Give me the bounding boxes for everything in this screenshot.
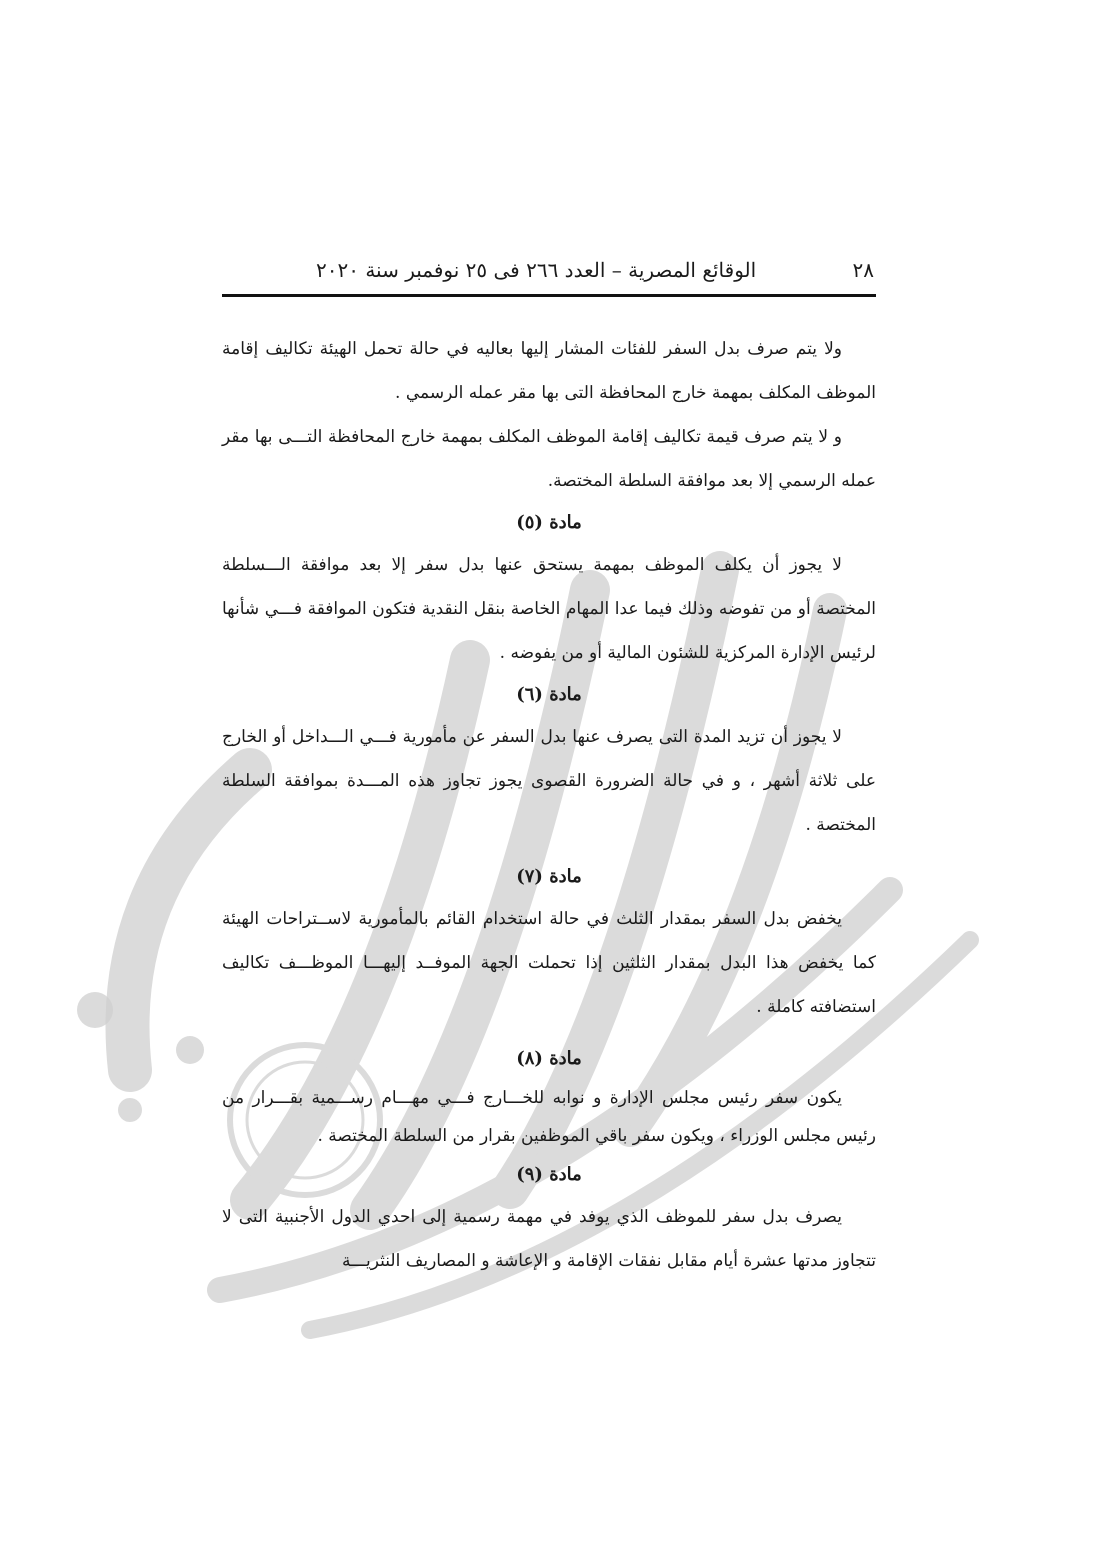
article-text: لا يجوز أن تزيد المدة التى يصرف عنها بدل السفر عن مأمورية فـــي الـــداخل أو الخارج على ثلاثة أشهر ، و في حالة الضرورة القصوى يجوز تجاوز هذه المـــدة بموافقة السلطة المختصة . <box>222 727 876 835</box>
document-page <box>222 252 876 1283</box>
article-text: لا يجوز أن يكلف الموظف بمهمة يستحق عنها بدل سفر إلا بعد موافقة الـــسلطة المختصة أو من تفوضه وذلك فيما عدا المهام الخاصة بنقل النقدية فتكون الموافقة فـــي شأنها لرئيس الإدارة المركزية للشئون المالية أو من يفوضه . <box>222 555 876 663</box>
article-heading: مادة (٧) <box>516 866 582 887</box>
article-heading: مادة (٥) <box>516 512 582 533</box>
page-header <box>222 252 876 288</box>
paragraph: و لا يتم صرف قيمة تكاليف إقامة الموظف المكلف بمهمة خارج المحافظة التـــى بها مقر عمله الرسمي إلا بعد موافقة السلطة المختصة. <box>222 427 876 491</box>
article-text: يصرف بدل سفر للموظف الذي يوفد في مهمة رسمية إلى احدي الدول الأجنبية التى لا تتجاوز مدتها عشرة أيام مقابل نفقات الإقامة و الإعاشة و المصاريف النثريـــة <box>222 1207 876 1271</box>
header-divider <box>222 294 876 297</box>
article-text: يخفض بدل السفر بمقدار الثلث في حالة استخدام القائم بالمأمورية لاســتراحات الهيئة كما يخفض هذا البدل بمقدار الثلثين إذا تحملت الجهة الموفــد إليهـــا الموظـــف تكاليف استضافته كاملة . <box>222 909 876 1017</box>
article-heading: مادة (٩) <box>516 1164 582 1185</box>
article-heading: مادة (٨) <box>516 1048 582 1069</box>
article-heading: مادة (٦) <box>516 684 582 705</box>
article-text: يكون سفر رئيس مجلس الإدارة و نوابه للخـــارج فـــي مهـــام رســـمية بقـــرار من رئيس مجلس الوزراء ، ويكون سفر باقي الموظفين بقرار من السلطة المختصة . <box>222 1088 876 1146</box>
paragraph: ولا يتم صرف بدل السفر للفئات المشار إليها بعاليه في حالة تحمل الهيئة تكاليف إقامة الموظف المكلف بمهمة خارج المحافظة التى بها مقر عمله الرسمي . <box>222 339 876 403</box>
gazette-title: الوقائع المصرية – العدد ٢٦٦ فى ٢٥ نوفمبر سنة ٢٠٢٠ <box>316 258 757 282</box>
page-number: ٢٨ <box>852 258 874 282</box>
